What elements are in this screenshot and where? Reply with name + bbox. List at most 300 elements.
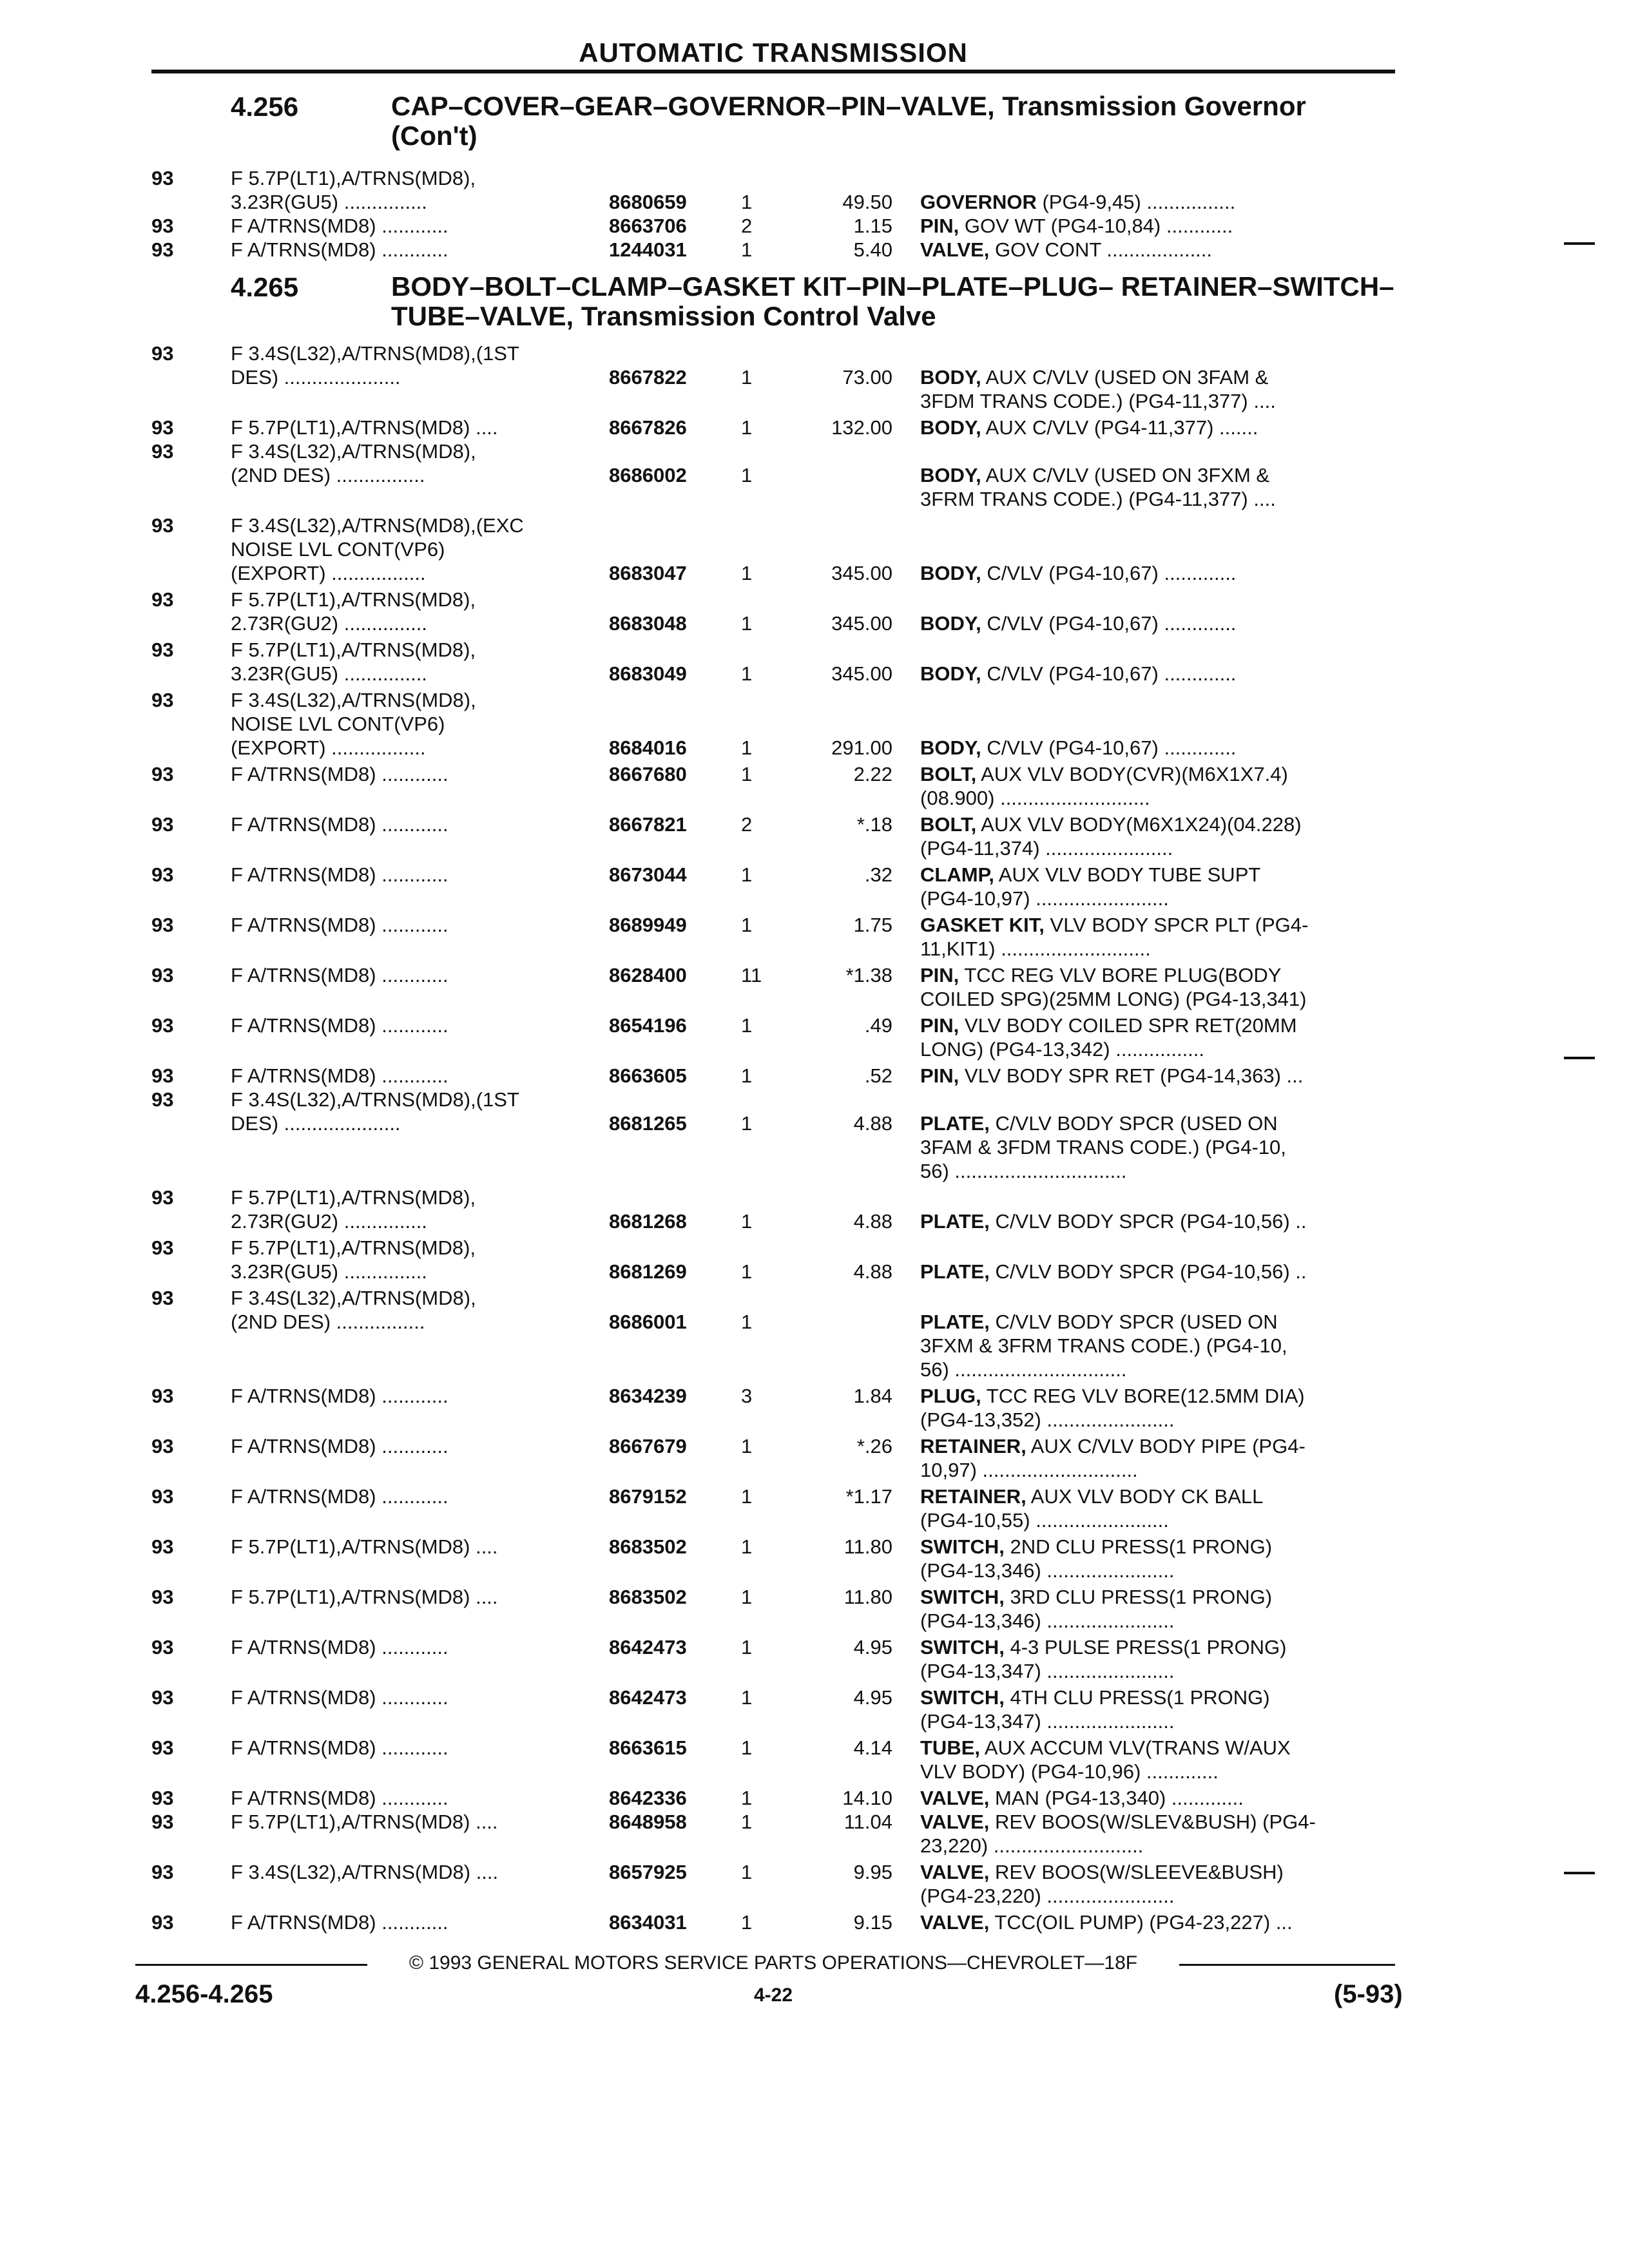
quantity: 1 <box>741 1586 753 1608</box>
description-text: GOV CONT ................... <box>989 238 1213 261</box>
description <box>920 1384 1394 1432</box>
quantity: 1 <box>741 1435 753 1457</box>
part-name: TUBE, <box>920 1736 980 1759</box>
model-year: 93 <box>151 1236 174 1259</box>
model-year: 93 <box>151 1586 174 1608</box>
price: 4.95 <box>853 1636 892 1658</box>
model-year: 93 <box>151 763 174 785</box>
description-text: 4TH CLU PRESS(1 PRONG) (PG4-13,347) ....................... <box>920 1686 1270 1733</box>
description-text: AUX VLV BODY CK BALL (PG4-10,55) ........................ <box>920 1485 1264 1532</box>
application: F 5.7P(LT1),A/TRNS(MD8), 3.23R(GU5) ............... <box>231 1236 476 1283</box>
section-rows <box>0 166 1629 262</box>
table-row <box>0 214 1629 238</box>
price: 2.22 <box>853 763 892 785</box>
model-year: 93 <box>151 964 174 986</box>
price: 11.80 <box>843 1535 892 1558</box>
price: 14.10 <box>842 1787 892 1809</box>
part-number: 8634031 <box>609 1911 687 1934</box>
table-row <box>0 588 1629 635</box>
part-number: 8681269 <box>609 1260 687 1283</box>
quantity: 2 <box>741 813 753 836</box>
table-row <box>0 1686 1629 1733</box>
section-heading <box>0 84 1629 166</box>
description-text: C/VLV BODY SPCR (PG4-10,56) .. <box>989 1210 1307 1233</box>
part-name: VALVE, <box>920 1787 990 1809</box>
quantity: 1 <box>741 662 753 685</box>
table-row <box>0 1236 1629 1283</box>
description <box>920 1585 1394 1633</box>
model-year: 93 <box>151 215 174 237</box>
section-title: CAP–COVER–GEAR–GOVERNOR–PIN–VALVE, Transmission Governor (Con't) <box>391 91 1306 151</box>
application: F A/TRNS(MD8) ............ <box>231 1636 448 1658</box>
description-text: 2ND CLU PRESS(1 PRONG) (PG4-13,346) ....................... <box>920 1535 1273 1582</box>
model-year: 93 <box>151 1385 174 1407</box>
table-row <box>0 1736 1629 1783</box>
price: 1.84 <box>853 1385 892 1407</box>
part-number: 8683047 <box>609 562 687 584</box>
quantity: 1 <box>741 1260 753 1283</box>
description <box>920 963 1394 1011</box>
margin-mark <box>1564 242 1595 245</box>
table-row <box>0 1384 1629 1432</box>
table-row <box>0 913 1629 961</box>
quantity: 1 <box>741 612 753 635</box>
quantity: 2 <box>741 215 753 237</box>
price: 11.04 <box>843 1811 892 1833</box>
price: *.26 <box>856 1435 892 1457</box>
model-year: 93 <box>151 1186 174 1209</box>
price: 1.15 <box>853 215 892 237</box>
section-rows <box>0 341 1629 1934</box>
table-row <box>0 341 1629 413</box>
part-number: 8684016 <box>609 736 687 759</box>
part-name: GASKET KIT, <box>920 914 1045 936</box>
description <box>920 1434 1394 1482</box>
description <box>920 913 1394 961</box>
part-number: 8679152 <box>609 1485 687 1508</box>
table-row <box>0 1810 1629 1858</box>
description <box>920 365 1394 413</box>
application: F 3.4S(L32),A/TRNS(MD8),(EXC NOISE LVL CONT(VP6) (EXPORT) ................. <box>231 514 524 584</box>
table-row <box>0 688 1629 760</box>
part-number: 8681268 <box>609 1210 687 1233</box>
price: .52 <box>864 1064 892 1087</box>
price: 73.00 <box>842 366 892 389</box>
quantity: 1 <box>741 1014 753 1037</box>
section-number: 4.256 <box>231 91 299 122</box>
part-number: 8628400 <box>609 964 687 986</box>
application: F A/TRNS(MD8) ............ <box>231 1686 448 1709</box>
part-number: 8663706 <box>609 215 687 237</box>
description <box>920 1736 1394 1783</box>
model-year: 93 <box>151 1811 174 1833</box>
description <box>920 812 1394 860</box>
table-row <box>0 1635 1629 1683</box>
part-number: 8681265 <box>609 1112 687 1135</box>
model-year: 93 <box>151 514 174 537</box>
price: 5.40 <box>853 238 892 261</box>
quantity: 1 <box>741 863 753 886</box>
description-text: C/VLV (PG4-10,67) ............. <box>981 662 1237 685</box>
price: 291.00 <box>831 736 892 759</box>
description <box>920 1860 1394 1908</box>
description-text: TCC REG VLV BORE PLUG(BODY COILED SPG)(25MM LONG) (PG4-13,341) <box>920 964 1307 1010</box>
description-text: AUX VLV BODY TUBE SUPT (PG4-10,97) ........................ <box>920 863 1261 910</box>
application: F 3.4S(L32),A/TRNS(MD8), NOISE LVL CONT(VP6) (EXPORT) ................. <box>231 689 476 759</box>
description <box>920 463 1394 511</box>
description <box>920 1310 1394 1381</box>
section-heading <box>0 264 1629 341</box>
table-row <box>0 638 1629 686</box>
quantity: 1 <box>741 763 753 785</box>
model-year: 93 <box>151 1435 174 1457</box>
application: F A/TRNS(MD8) ............ <box>231 863 448 886</box>
quantity: 11 <box>741 964 762 986</box>
quantity: 1 <box>741 1064 753 1087</box>
model-year: 93 <box>151 914 174 936</box>
quantity: 1 <box>741 464 753 486</box>
footer-section-range: 4.256-4.265 <box>135 1980 273 2008</box>
description <box>920 1014 1394 1061</box>
part-number: 8673044 <box>609 863 687 886</box>
quantity: 1 <box>741 1811 753 1833</box>
model-year: 93 <box>151 689 174 711</box>
application: F A/TRNS(MD8) ............ <box>231 1064 448 1087</box>
part-name: VALVE, <box>920 1911 990 1934</box>
description-text: AUX C/VLV BODY PIPE (PG4- 10,97) ............................ <box>920 1435 1306 1481</box>
parts-list <box>0 84 1629 1934</box>
part-name: PLATE, <box>920 1260 990 1283</box>
table-row <box>0 514 1629 585</box>
part-number: 8683049 <box>609 662 687 685</box>
part-name: SWITCH, <box>920 1686 1005 1709</box>
quantity: 1 <box>741 238 753 261</box>
description-text: C/VLV (PG4-10,67) ............. <box>981 736 1237 759</box>
description <box>920 1260 1394 1283</box>
table-row <box>0 166 1629 214</box>
part-number: 8642336 <box>609 1787 687 1809</box>
price: 345.00 <box>831 612 892 635</box>
description-text: 3RD CLU PRESS(1 PRONG) (PG4-13,346) ....................... <box>920 1586 1273 1632</box>
header-rule <box>151 70 1395 73</box>
table-row <box>0 1585 1629 1633</box>
part-number: 8648958 <box>609 1811 687 1833</box>
description <box>920 190 1394 214</box>
part-number: 8634239 <box>609 1385 687 1407</box>
application: F 3.4S(L32),A/TRNS(MD8),(1ST DES) ..................... <box>231 1088 519 1135</box>
table-row <box>0 1186 1629 1233</box>
model-year: 93 <box>151 1636 174 1658</box>
part-name: PIN, <box>920 1014 959 1037</box>
description <box>920 1485 1394 1532</box>
quantity: 1 <box>741 1911 753 1934</box>
table-row <box>0 1064 1629 1088</box>
application: F 3.4S(L32),A/TRNS(MD8),(1ST DES) ..................... <box>231 342 519 389</box>
footer-page-number: 4-22 <box>753 1984 793 2006</box>
quantity: 1 <box>741 191 753 213</box>
table-row <box>0 416 1629 439</box>
part-name: BODY, <box>920 416 981 439</box>
description <box>920 238 1394 262</box>
price: .49 <box>864 1014 892 1037</box>
part-name: BODY, <box>920 736 981 759</box>
part-name: VALVE, <box>920 1811 990 1833</box>
application: F 5.7P(LT1),A/TRNS(MD8) .... <box>231 1535 498 1558</box>
model-year: 93 <box>151 813 174 836</box>
model-year: 93 <box>151 1911 174 1934</box>
description <box>920 214 1394 238</box>
quantity: 1 <box>741 1686 753 1709</box>
description-text: REV BOOS(W/SLEEVE&BUSH) (PG4-23,220) ....................... <box>920 1861 1284 1907</box>
part-number: 8683502 <box>609 1535 687 1558</box>
price: 4.95 <box>853 1686 892 1709</box>
price: *1.17 <box>845 1485 892 1508</box>
description <box>920 662 1394 686</box>
description-text: VLV BODY SPCR PLT (PG4- 11,KIT1) ........................... <box>920 914 1309 960</box>
description-text: REV BOOS(W/SLEV&BUSH) (PG4- 23,220) ........................... <box>920 1811 1316 1857</box>
table-row <box>0 1860 1629 1908</box>
application: F A/TRNS(MD8) ............ <box>231 1787 448 1809</box>
part-number: 8667826 <box>609 416 687 439</box>
description <box>920 1910 1394 1934</box>
quantity: 1 <box>741 1112 753 1135</box>
application: F A/TRNS(MD8) ............ <box>231 964 448 986</box>
footer-date: (5-93) <box>1334 1980 1403 2008</box>
application: F A/TRNS(MD8) ............ <box>231 763 448 785</box>
application: F 5.7P(LT1),A/TRNS(MD8), 3.23R(GU5) ............... <box>231 167 476 213</box>
part-name: PLUG, <box>920 1385 981 1407</box>
part-name: PIN, <box>920 1064 959 1087</box>
description-text: GOV WT (PG4-10,84) ............ <box>959 215 1233 237</box>
part-number: 8654196 <box>609 1014 687 1037</box>
description <box>920 1786 1394 1810</box>
footer-rule <box>135 1964 367 1966</box>
description-text: VLV BODY SPR RET (PG4-14,363) ... <box>959 1064 1304 1087</box>
model-year: 93 <box>151 1485 174 1508</box>
part-name: BODY, <box>920 366 981 389</box>
part-number: 1244031 <box>609 238 687 261</box>
description-text: C/VLV (PG4-10,67) ............. <box>981 612 1237 635</box>
application: F A/TRNS(MD8) ............ <box>231 238 448 261</box>
price: 49.50 <box>842 191 892 213</box>
price: 4.88 <box>853 1112 892 1135</box>
description-text: (PG4-9,45) ................ <box>1036 191 1236 213</box>
part-number: 8642473 <box>609 1636 687 1658</box>
description <box>920 1635 1394 1683</box>
price: 9.15 <box>853 1911 892 1934</box>
part-name: VALVE, <box>920 1861 990 1883</box>
model-year: 93 <box>151 1736 174 1759</box>
part-name: BODY, <box>920 562 981 584</box>
quantity: 1 <box>741 1311 753 1333</box>
price: 132.00 <box>831 416 892 439</box>
quantity: 1 <box>741 1210 753 1233</box>
price: 345.00 <box>831 562 892 584</box>
description-text: C/VLV BODY SPCR (PG4-10,56) .. <box>989 1260 1307 1283</box>
model-year: 93 <box>151 1686 174 1709</box>
application: F 5.7P(LT1),A/TRNS(MD8), 2.73R(GU2) ............... <box>231 588 476 635</box>
price: 4.88 <box>853 1260 892 1283</box>
quantity: 1 <box>741 366 753 389</box>
quantity: 1 <box>741 1861 753 1883</box>
description <box>920 736 1394 760</box>
price: 4.14 <box>853 1736 892 1759</box>
model-year: 93 <box>151 1064 174 1087</box>
price: 1.75 <box>853 914 892 936</box>
part-name: SWITCH, <box>920 1586 1005 1608</box>
quantity: 1 <box>741 914 753 936</box>
quantity: 1 <box>741 736 753 759</box>
part-number: 8683048 <box>609 612 687 635</box>
application: F A/TRNS(MD8) ............ <box>231 914 448 936</box>
application: F 5.7P(LT1),A/TRNS(MD8) .... <box>231 416 498 439</box>
application: F A/TRNS(MD8) ............ <box>231 813 448 836</box>
table-row <box>0 762 1629 810</box>
part-number: 8667822 <box>609 366 687 389</box>
price: *.18 <box>856 813 892 836</box>
description <box>920 762 1394 810</box>
part-number: 8663605 <box>609 1064 687 1087</box>
application: F A/TRNS(MD8) ............ <box>231 1435 448 1457</box>
part-name: RETAINER, <box>920 1435 1027 1457</box>
application: F A/TRNS(MD8) ............ <box>231 1736 448 1759</box>
model-year: 93 <box>151 167 174 189</box>
application: F 3.4S(L32),A/TRNS(MD8) .... <box>231 1861 499 1883</box>
section-number: 4.265 <box>231 272 299 302</box>
part-name: PLATE, <box>920 1112 990 1135</box>
application: F A/TRNS(MD8) ............ <box>231 1485 448 1508</box>
model-year: 93 <box>151 1787 174 1809</box>
application: F 5.7P(LT1),A/TRNS(MD8), 2.73R(GU2) ............... <box>231 1186 476 1233</box>
description <box>920 1111 1394 1183</box>
model-year: 93 <box>151 238 174 261</box>
model-year: 93 <box>151 1287 174 1309</box>
part-number: 8667821 <box>609 813 687 836</box>
part-number: 8686001 <box>609 1311 687 1333</box>
table-row <box>0 1786 1629 1810</box>
description-text: C/VLV (PG4-10,67) ............. <box>981 562 1237 584</box>
description-text: AUX VLV BODY(M6X1X24)(04.228) (PG4-11,374) ....................... <box>920 813 1302 860</box>
description <box>920 1064 1394 1088</box>
model-year: 93 <box>151 588 174 611</box>
part-name: BOLT, <box>920 813 977 836</box>
margin-mark <box>1564 1057 1595 1059</box>
price: 4.88 <box>853 1210 892 1233</box>
description-text: AUX C/VLV (USED ON 3FXM & 3FRM TRANS CODE.) (PG4-11,377) .... <box>920 464 1276 510</box>
part-name: BODY, <box>920 612 981 635</box>
description <box>920 1209 1394 1233</box>
table-row <box>0 812 1629 860</box>
part-name: SWITCH, <box>920 1535 1005 1558</box>
application: F A/TRNS(MD8) ............ <box>231 215 448 237</box>
price: .32 <box>864 863 892 886</box>
model-year: 93 <box>151 639 174 661</box>
description-text: AUX C/VLV (USED ON 3FAM & 3FDM TRANS CODE.) (PG4-11,377) .... <box>920 366 1276 412</box>
application: F 5.7P(LT1),A/TRNS(MD8), 3.23R(GU5) ............... <box>231 639 476 685</box>
description <box>920 1686 1394 1733</box>
description <box>920 611 1394 635</box>
table-row <box>0 1910 1629 1934</box>
table-row <box>0 1434 1629 1482</box>
description-text: AUX ACCUM VLV(TRANS W/AUX VLV BODY) (PG4-10,96) ............. <box>920 1736 1291 1783</box>
part-name: RETAINER, <box>920 1485 1027 1508</box>
part-name: CLAMP, <box>920 863 994 886</box>
description <box>920 863 1394 910</box>
table-row <box>0 1014 1629 1061</box>
table-row <box>0 1286 1629 1381</box>
part-number: 8667680 <box>609 763 687 785</box>
model-year: 93 <box>151 416 174 439</box>
table-row <box>0 1088 1629 1183</box>
part-number: 8642473 <box>609 1686 687 1709</box>
model-year: 93 <box>151 440 174 463</box>
part-name: GOVERNOR <box>920 191 1037 213</box>
price: 9.95 <box>853 1861 892 1883</box>
price: 345.00 <box>831 662 892 685</box>
description-text: AUX C/VLV (PG4-11,377) ....... <box>981 416 1258 439</box>
model-year: 93 <box>151 1088 174 1111</box>
part-number: 8663615 <box>609 1736 687 1759</box>
application: F 5.7P(LT1),A/TRNS(MD8) .... <box>231 1586 498 1608</box>
part-number: 8680659 <box>609 191 687 213</box>
quantity: 1 <box>741 562 753 584</box>
model-year: 93 <box>151 863 174 886</box>
description-text: TCC(OIL PUMP) (PG4-23,227) ... <box>989 1911 1293 1934</box>
part-number: 8686002 <box>609 464 687 486</box>
quantity: 1 <box>741 1485 753 1508</box>
model-year: 93 <box>151 1014 174 1037</box>
description-text: 4-3 PULSE PRESS(1 PRONG) (PG4-13,347) ....................... <box>920 1636 1287 1682</box>
part-number: 8657925 <box>609 1861 687 1883</box>
description-text: TCC REG VLV BORE(12.5MM DIA) (PG4-13,352) ....................... <box>920 1385 1305 1431</box>
description <box>920 1810 1394 1858</box>
table-row <box>0 1535 1629 1582</box>
application: F 3.4S(L32),A/TRNS(MD8), (2ND DES) ................ <box>231 1287 476 1333</box>
application: F A/TRNS(MD8) ............ <box>231 1014 448 1037</box>
section-title: BODY–BOLT–CLAMP–GASKET KIT–PIN–PLATE–PLUG– RETAINER–SWITCH–TUBE–VALVE, Transmission Control Valve <box>391 271 1394 331</box>
part-name: PIN, <box>920 964 959 986</box>
part-name: PLATE, <box>920 1210 990 1233</box>
footer-copyright: © 1993 GENERAL MOTORS SERVICE PARTS OPERATIONS—CHEVROLET—18F <box>409 1952 1138 1974</box>
part-name: PIN, <box>920 215 959 237</box>
part-number: 8683502 <box>609 1586 687 1608</box>
description <box>920 416 1394 439</box>
quantity: 3 <box>741 1385 753 1407</box>
part-name: BODY, <box>920 662 981 685</box>
price: *1.38 <box>845 964 892 986</box>
table-row <box>0 863 1629 910</box>
application: F A/TRNS(MD8) ............ <box>231 1911 448 1934</box>
table-row <box>0 1485 1629 1532</box>
description <box>920 561 1394 585</box>
quantity: 1 <box>741 1535 753 1558</box>
description <box>920 1535 1394 1582</box>
description-text: AUX VLV BODY(CVR)(M6X1X7.4) (08.900) ........................... <box>920 763 1288 809</box>
quantity: 1 <box>741 1736 753 1759</box>
table-row <box>0 238 1629 262</box>
table-row <box>0 963 1629 1011</box>
part-name: PLATE, <box>920 1311 990 1333</box>
application: F 3.4S(L32),A/TRNS(MD8), (2ND DES) ................ <box>231 440 476 486</box>
application: F 5.7P(LT1),A/TRNS(MD8) .... <box>231 1811 498 1833</box>
model-year: 93 <box>151 342 174 365</box>
price: 11.80 <box>843 1586 892 1608</box>
part-name: SWITCH, <box>920 1636 1005 1658</box>
margin-mark <box>1564 1872 1595 1874</box>
table-row <box>0 439 1629 511</box>
part-number: 8689949 <box>609 914 687 936</box>
application: F A/TRNS(MD8) ............ <box>231 1385 448 1407</box>
